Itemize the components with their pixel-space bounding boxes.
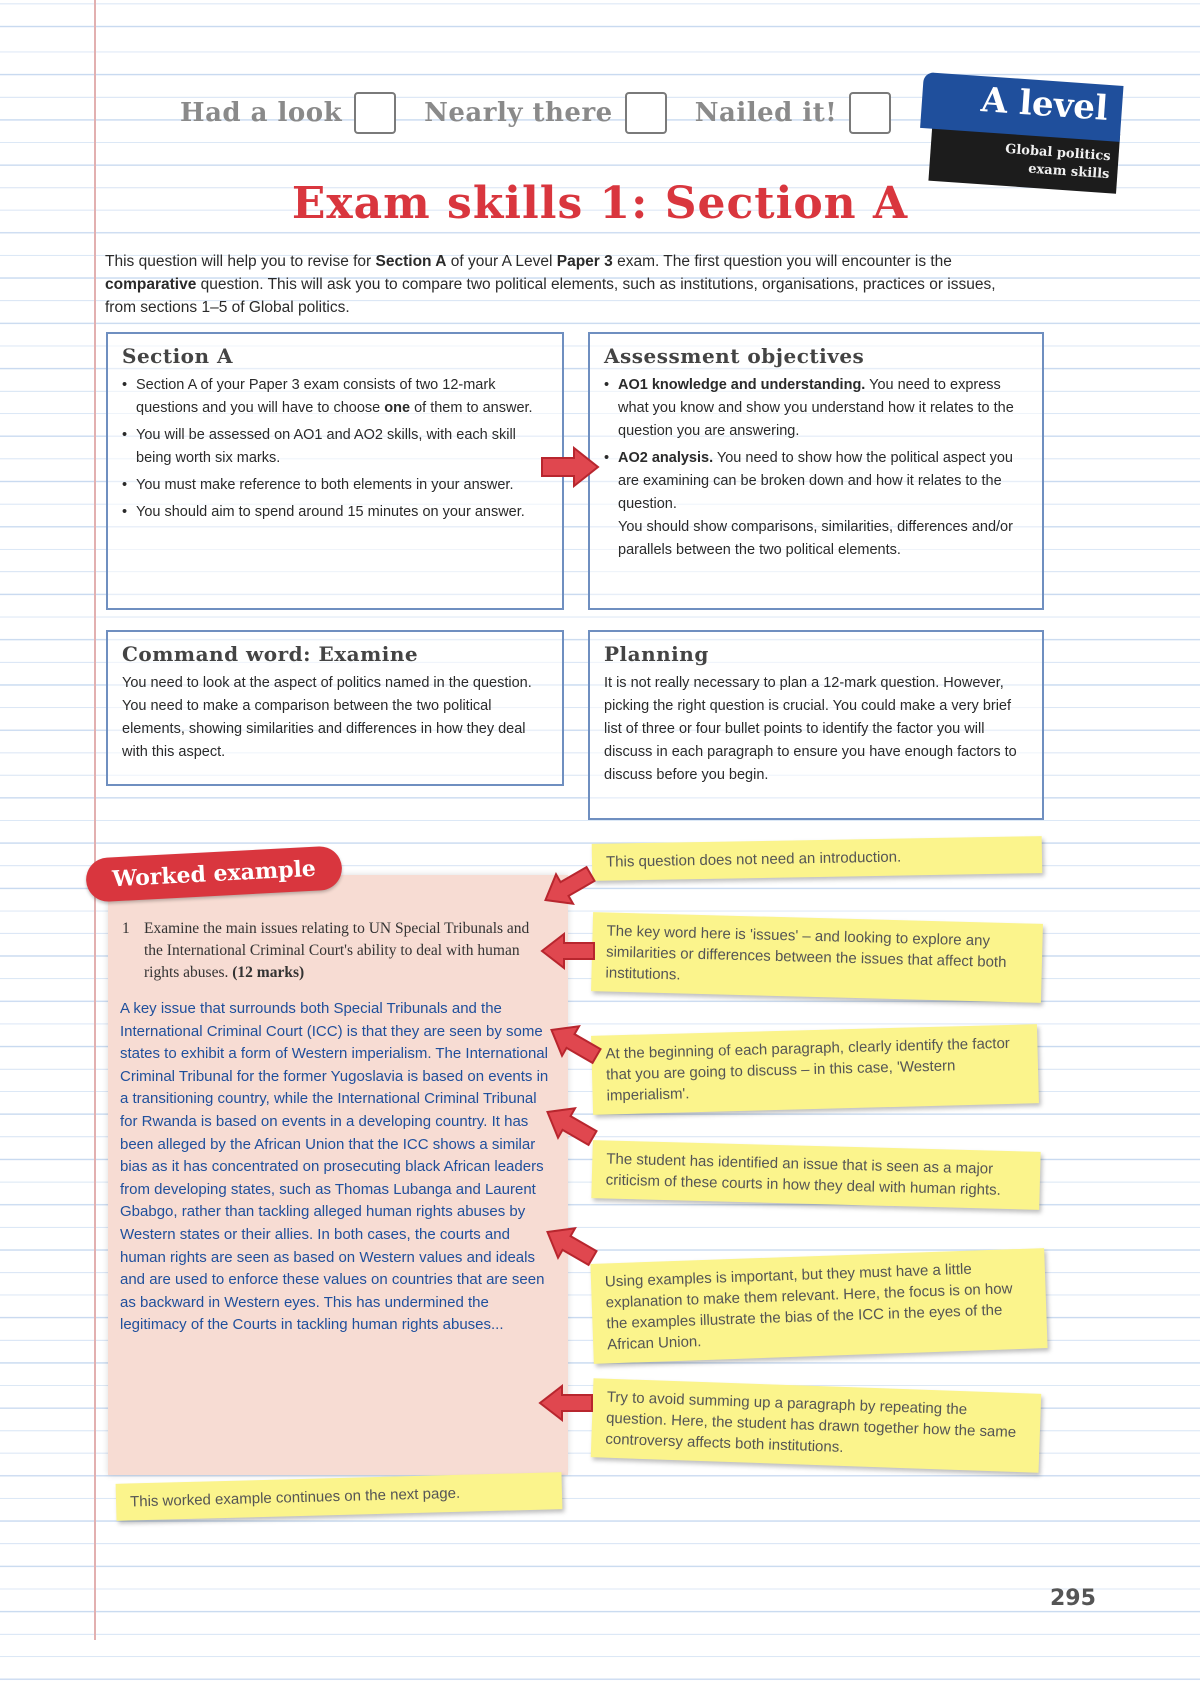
arrow-right-icon xyxy=(540,446,600,488)
worked-example-label-text: Worked example xyxy=(111,855,317,893)
page-title: Exam skills 1: Section A xyxy=(291,178,909,229)
annotation-note-5: Using examples is important, but they must have a little explanation to make them relevant. Here, the focus is on how the examples illustrate the bias of the ICC in the eyes of the African Union. xyxy=(590,1248,1047,1364)
nailed-it-checkbox[interactable] xyxy=(849,92,891,134)
assessment-heading: Assessment objectives xyxy=(604,344,865,368)
annotation-note-2: The key word here is 'issues' – and looking to explore any similarities or differences between the issues that affect both institutions. xyxy=(591,912,1043,1003)
list-item: • Section A of your Paper 3 exam consists of two 12-mark questions and you will have to choose one of them to answer. xyxy=(122,374,548,420)
question-marks: (12 marks) xyxy=(232,964,305,981)
student-answer xyxy=(120,998,552,1337)
list-item: • You should aim to spend around 15 minutes on your answer. xyxy=(122,501,548,524)
planning-panel xyxy=(588,630,1044,820)
question-text: Examine the main issues relating to UN Special Tribunals and the International Criminal Court's ability to deal with human rights abuses. xyxy=(144,920,530,981)
list-item: • AO2 analysis. You need to show how the political aspect you are examining can be broken down and how it relates to the question. You should show comparisons, similarities, differences and/or parallels between the two political elements. xyxy=(604,447,1028,562)
assessment-objectives-panel xyxy=(588,332,1044,610)
exam-question xyxy=(122,918,552,984)
list-item: • You must make reference to both elements in your answer. xyxy=(122,474,548,497)
badge-line-2: exam skills xyxy=(1027,161,1110,183)
nearly-there-label: Nearly there xyxy=(424,98,613,128)
annotation-note-4: The student has identified an issue that is seen as a major criticism of these courts in how they deal with human rights. xyxy=(591,1140,1040,1210)
planning-text: It is not really necessary to plan a 12-mark question. However, picking the right question is crucial. You could make a very brief list of three or four bullet points to identify the factor you will discuss in each paragraph to ensure you have enough factors to discuss before you begin. xyxy=(604,675,1017,783)
nearly-there-checkbox[interactable] xyxy=(625,92,667,134)
section-a-panel xyxy=(106,332,564,610)
command-word-heading: Command word: Examine xyxy=(122,642,419,666)
command-word-text: You need to look at the aspect of politics named in the question. You need to make a comparison between the two political elements, showing similarities and differences in how they deal with this aspect. xyxy=(122,675,532,760)
page-number: 295 xyxy=(1050,1586,1096,1611)
question-number: 1 xyxy=(122,920,130,937)
annotation-note-6: Try to avoid summing up a paragraph by repeating the question. Here, the student has drawn together how the same controversy affects both institutions. xyxy=(591,1378,1041,1473)
had-a-look-label: Had a look xyxy=(180,98,343,128)
nearly-there-item xyxy=(424,92,667,134)
annotation-note-3: At the beginning of each paragraph, clearly identify the factor that you are going to discuss – in this case, 'Western imperialism'. xyxy=(591,1024,1039,1115)
badge-level-text: A level xyxy=(979,80,1110,129)
intro-paragraph: This question will help you to revise for Section A of your A Level Paper 3 exam. The first question you will encounter is the comparative question. This will ask you to compare two political elements, such as institutions, organisations, practices or issues, from sections 1–5 of Global politics. xyxy=(105,253,996,316)
progress-tracker xyxy=(180,92,891,134)
assessment-list xyxy=(604,374,1028,562)
answer-text: A key issue that surrounds both Special Tribunals and the International Criminal Court (ICC) is that they are seen by some states to exhibit a form of Western imperialism. The International Criminal Tribunal for the former Yugoslavia is based on events in a transitioning country, while the International Criminal Tribunal for Rwanda is based on events in a developing country. It has been alleged by the African Union that the ICC shows a similar bias as it has concentrated on prosecuting black African leaders from developing states, such as Thomas Lubanga and Laurent Gbabgo, rather than tackling alleged human rights abuses by Western states or their allies. In both cases, the courts and human rights are seen as based on Western values and ideals and are used to enforce these values on countries that are seen as backward in Western eyes. This has undermined the legitimacy of the Courts in tackling human rights abuses... xyxy=(120,1000,549,1334)
page-margin-line xyxy=(94,0,96,1640)
annotation-note-1: This question does not need an introduction. xyxy=(592,836,1043,881)
list-item: • AO1 knowledge and understanding. You need to express what you know and show you understand how it relates to the question you are answering. xyxy=(604,374,1028,443)
arrow-left-icon xyxy=(538,1384,594,1422)
nailed-it-item xyxy=(695,92,891,134)
planning-heading: Planning xyxy=(604,642,709,666)
arrow-left-icon xyxy=(540,932,596,970)
section-a-list xyxy=(122,374,548,524)
had-a-look-checkbox[interactable] xyxy=(354,92,396,134)
section-a-heading: Section A xyxy=(122,344,234,368)
command-word-panel xyxy=(106,630,564,786)
list-item: • You will be assessed on AO1 and AO2 skills, with each skill being worth six marks. xyxy=(122,424,548,470)
had-a-look-item xyxy=(180,92,396,134)
badge-line-1: Global politics xyxy=(1004,141,1112,165)
continues-note: This worked example continues on the next page. xyxy=(116,1472,563,1521)
nailed-it-label: Nailed it! xyxy=(694,98,838,128)
